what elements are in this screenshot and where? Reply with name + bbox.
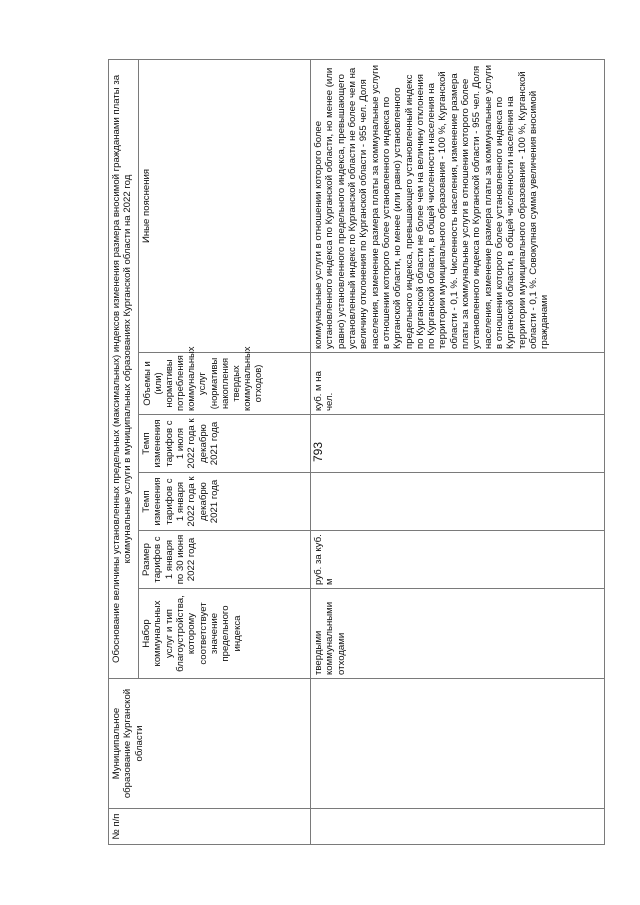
cell-tariff-unit: руб. за куб. м bbox=[311, 531, 605, 589]
header-rate-jan: Темп изменения тарифов с 1 января 2022 года к декабрю 2021 года bbox=[139, 473, 311, 531]
header-municipality: Муниципальное образование Курганской области bbox=[109, 679, 311, 809]
page-number: 793 bbox=[311, 441, 325, 463]
justification-table bbox=[108, 59, 605, 845]
header-volumes: Объемы и (или) нормативы потребления коммунальных услуг (нормативы накопления твердых коммунальных отходов) bbox=[139, 353, 311, 415]
table-row bbox=[311, 59, 605, 844]
header-tariff-size: Размер тарифов с 1 января по 30 июня 2022 года bbox=[139, 531, 311, 589]
cell-service: твердыми коммунальными отходами bbox=[311, 589, 605, 679]
cell-notes: коммунальные услуги в отношении которого более установленного индекса по Курганской области, но менее (или равно) установленного предельного индекса, превышающего установленный индекс по Курганской области не более чем на величину отклонения по Курганской области - 955 чел. Доля населения, изменение размера платы за коммунальные услуги в отношении которого более установленного индекса по Курганской области, но менее (или равно) установленного предельного индекса, превышающего установленный индекс по Курганской области не более чем на величину отклонения по Курганской области, в общей численности населения на территории муниципального образования - 100 %, Курганской области - 0,1 %. Численность населения, изменение размера платы за коммунальные услуги в отношении которого более установленного индекса по Курганской области - 955 чел. Доля населения, изменение размера платы за коммунальные услуги в отношении которого более установленного индекса по Курганской области, в общей численности населения на территории муниципального образования - 100 %, Курганской области - 0,1 %. Совокупная сумма увеличения вносимой гражданами bbox=[311, 59, 605, 352]
header-service: Набор коммунальных услуг и тип благоустройства, которому соответствует значение предельного индекса bbox=[139, 589, 311, 679]
cell-rate-jan bbox=[311, 473, 605, 531]
cell-number bbox=[311, 809, 605, 845]
cell-rate-jul bbox=[311, 415, 605, 473]
cell-municipality bbox=[311, 679, 605, 809]
header-notes: Иные пояснения bbox=[139, 59, 311, 352]
header-number: № п/п bbox=[109, 809, 311, 845]
header-group: Обоснование величины установленных предельных (максимальных) индексов изменения размера вносимой гражданами платы за коммунальные услуги в муниципальных образованиях Курганской области на 2022 год bbox=[109, 59, 139, 678]
cell-volume-unit: куб. м на чел. bbox=[311, 353, 605, 415]
header-rate-jul: Темп изменения тарифов с 1 июля 2022 года к декабрю 2021 года bbox=[139, 415, 311, 473]
rotated-table-sheet bbox=[108, 60, 605, 845]
